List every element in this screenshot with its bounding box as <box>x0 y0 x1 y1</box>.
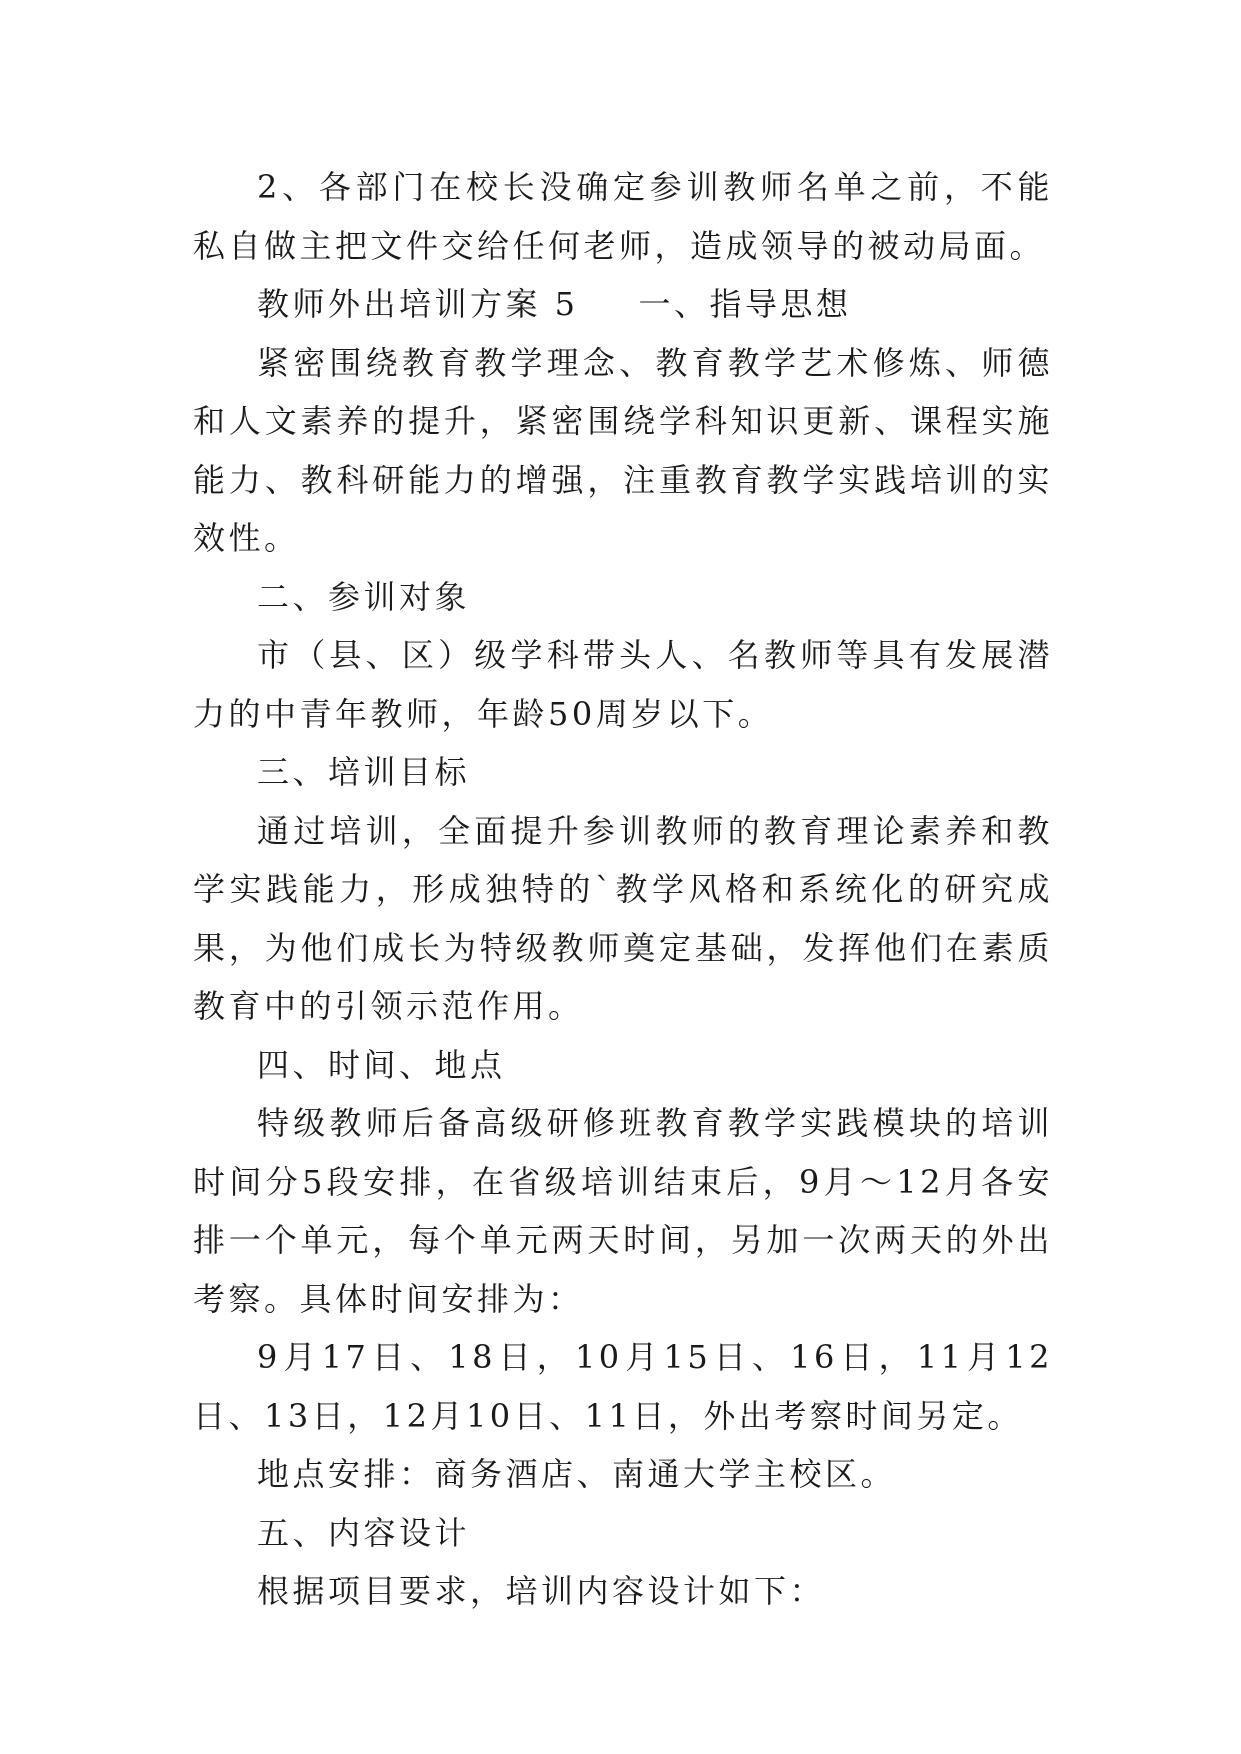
paragraph: 通过培训，全面提升参训教师的教育理论素养和教学实践能力，形成独特的`教学风格和系统化的研究成果，为他们成长为特级教师奠定基础，发挥他们在素质教育中的引领示范作用。 <box>193 811 1053 1025</box>
document-title: 教师外出培训方案 5 <box>257 285 579 323</box>
document-body <box>193 158 1053 1621</box>
heading-line <box>193 275 1053 334</box>
section-heading: 一、指导思想 <box>638 285 852 323</box>
section-heading: 五、内容设计 <box>257 1513 471 1552</box>
section-heading: 四、时间、地点 <box>257 1045 506 1084</box>
paragraph: 2、各部门在校长没确定参训教师名单之前，不能私自做主把文件交给任何老师，造成领导的被动局面。 <box>193 168 1053 265</box>
paragraph: 根据项目要求，培训内容设计如下： <box>257 1572 826 1610</box>
paragraph: 紧密围绕教育教学理念、教育教学艺术修炼、师德和人文素养的提升，紧密围绕学科知识更新、课程实施能力、教科研能力的增强，注重教育教学实践培训的实效性。 <box>193 343 1053 557</box>
paragraph: 市（县、区）级学科带头人、名教师等具有发展潜力的中青年教师，年龄50周岁以下。 <box>193 636 1053 733</box>
paragraph: 地点安排：商务酒店、南通大学主校区。 <box>257 1455 897 1493</box>
paragraph: 9月17日、18日，10月15日、16日，11月12日、13日，12月10日、11日，外出考察时间另定。 <box>193 1338 1053 1435</box>
section-heading: 三、培训目标 <box>257 753 471 791</box>
paragraph: 特级教师后备高级研修班教育教学实践模块的培训时间分5段安排，在省级培训结束后，9月～12月各安排一个单元，每个单元两天时间，另加一次两天的外出考察。具体时间安排为： <box>193 1104 1053 1318</box>
section-heading: 二、参训对象 <box>257 577 471 616</box>
